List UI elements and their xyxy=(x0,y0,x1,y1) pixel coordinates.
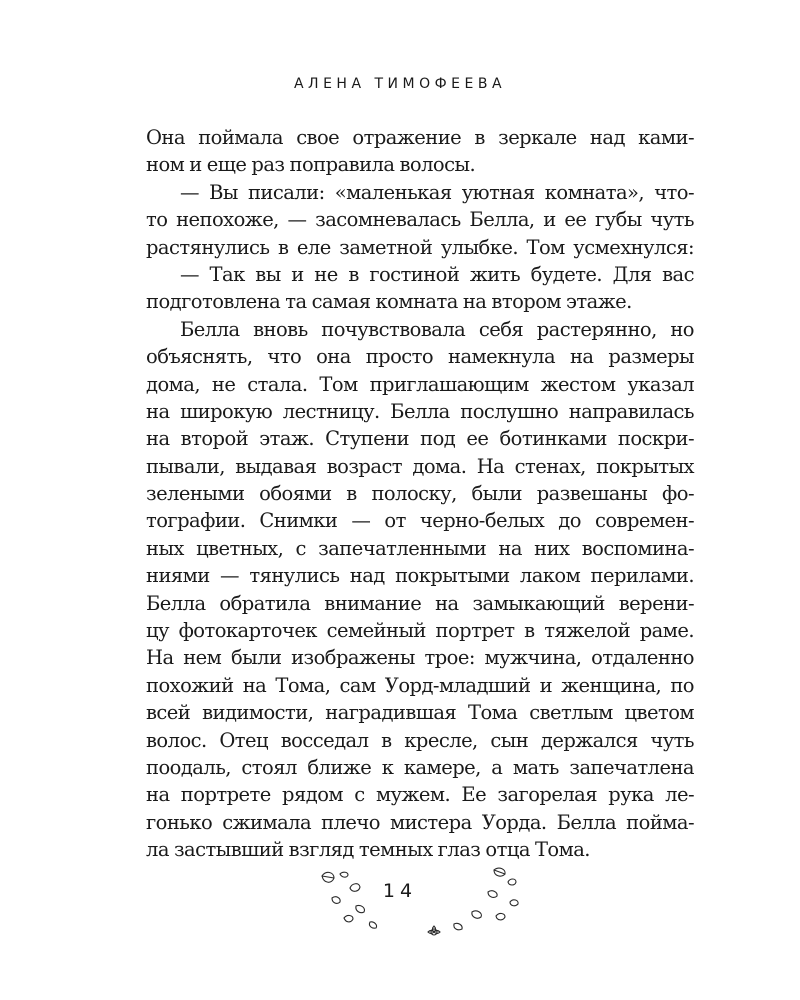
leaf-icon xyxy=(356,905,365,912)
text-line: ниями — тянулись над покрытыми лаком перилами. xyxy=(146,564,694,588)
leaf-icon xyxy=(454,923,462,929)
text-line: всей видимости, наградившая Тома светлым цветом xyxy=(146,701,694,725)
leaf-icon xyxy=(340,872,348,877)
running-head: АЛЕНА ТИМОФЕЕВА xyxy=(293,76,507,92)
leaf-icon xyxy=(369,922,376,928)
leaf-icon xyxy=(494,868,505,876)
text-line: дома, не стала. Том приглашающим жестом указал xyxy=(146,372,694,396)
text-line: поодаль, стоял ближе к камере, а мать запечатлена xyxy=(146,755,694,779)
page-number: 14 xyxy=(382,880,418,902)
text-line: объяснять, что она просто намекнула на размеры xyxy=(146,345,694,369)
text-line: гонько сжимала плечо мистера Уорда. Белла пойма- xyxy=(146,810,694,834)
text-line: на широкую лестницу. Белла послушно направилась xyxy=(146,399,694,423)
text-line: ных цветных, с запечатленными на них воспомина- xyxy=(146,536,694,560)
text-line: Белла обратила внимание на замыкающий верени- xyxy=(146,591,694,615)
text-line: похожий на Тома, сам Уорд-младший и женщина, по xyxy=(146,673,694,697)
text-line: — Вы писали: «маленькая уютная комната», что- xyxy=(180,180,694,204)
text-line: пывали, выдавая возраст дома. На стенах, покрытых xyxy=(146,454,694,478)
text-line: Белла вновь почувствовала себя растерянно, но xyxy=(180,317,694,341)
flower-icon xyxy=(428,926,440,935)
text-line: цу фотокарточек семейный портрет в тяжелой раме. xyxy=(146,619,694,643)
text-line: зелеными обоями в полоску, были развешаны фо- xyxy=(146,482,694,506)
text-line: ном и еще раз поправила волосы. xyxy=(146,153,476,177)
leaf-icon xyxy=(496,913,505,919)
text-line: на портрете рядом с мужем. Ее загорелая рука ле- xyxy=(146,783,694,807)
text-line: — Так вы и не в гостиной жить будете. Для вас xyxy=(180,262,694,286)
text-line: подготовлена та самая комната на втором этаже. xyxy=(146,290,632,314)
text-line: Она поймала свое отражение в зеркале над ками- xyxy=(146,126,694,149)
text-line: растянулись в еле заметной улыбке. Том усмехнулся: xyxy=(146,235,694,259)
falling-leaves-ornament-icon xyxy=(312,862,532,942)
text-line: то непохоже, — засомневалась Белла, и ее губы чуть xyxy=(146,208,694,232)
leaf-icon xyxy=(344,915,353,921)
text-line: волос. Отец восседал в кресле, сын держался чуть xyxy=(146,728,694,752)
text-line: на второй этаж. Ступени под ее ботинками поскри- xyxy=(146,427,694,451)
text-line: ла застывший взгляд темных глаз отца Тома. xyxy=(146,838,590,862)
leaf-icon xyxy=(472,911,482,918)
text-line: На нем были изображены трое: мужчина, отдаленно xyxy=(146,646,694,670)
body-text xyxy=(146,124,694,864)
text-line: тографии. Снимки — от черно-белых до современ- xyxy=(146,509,694,533)
